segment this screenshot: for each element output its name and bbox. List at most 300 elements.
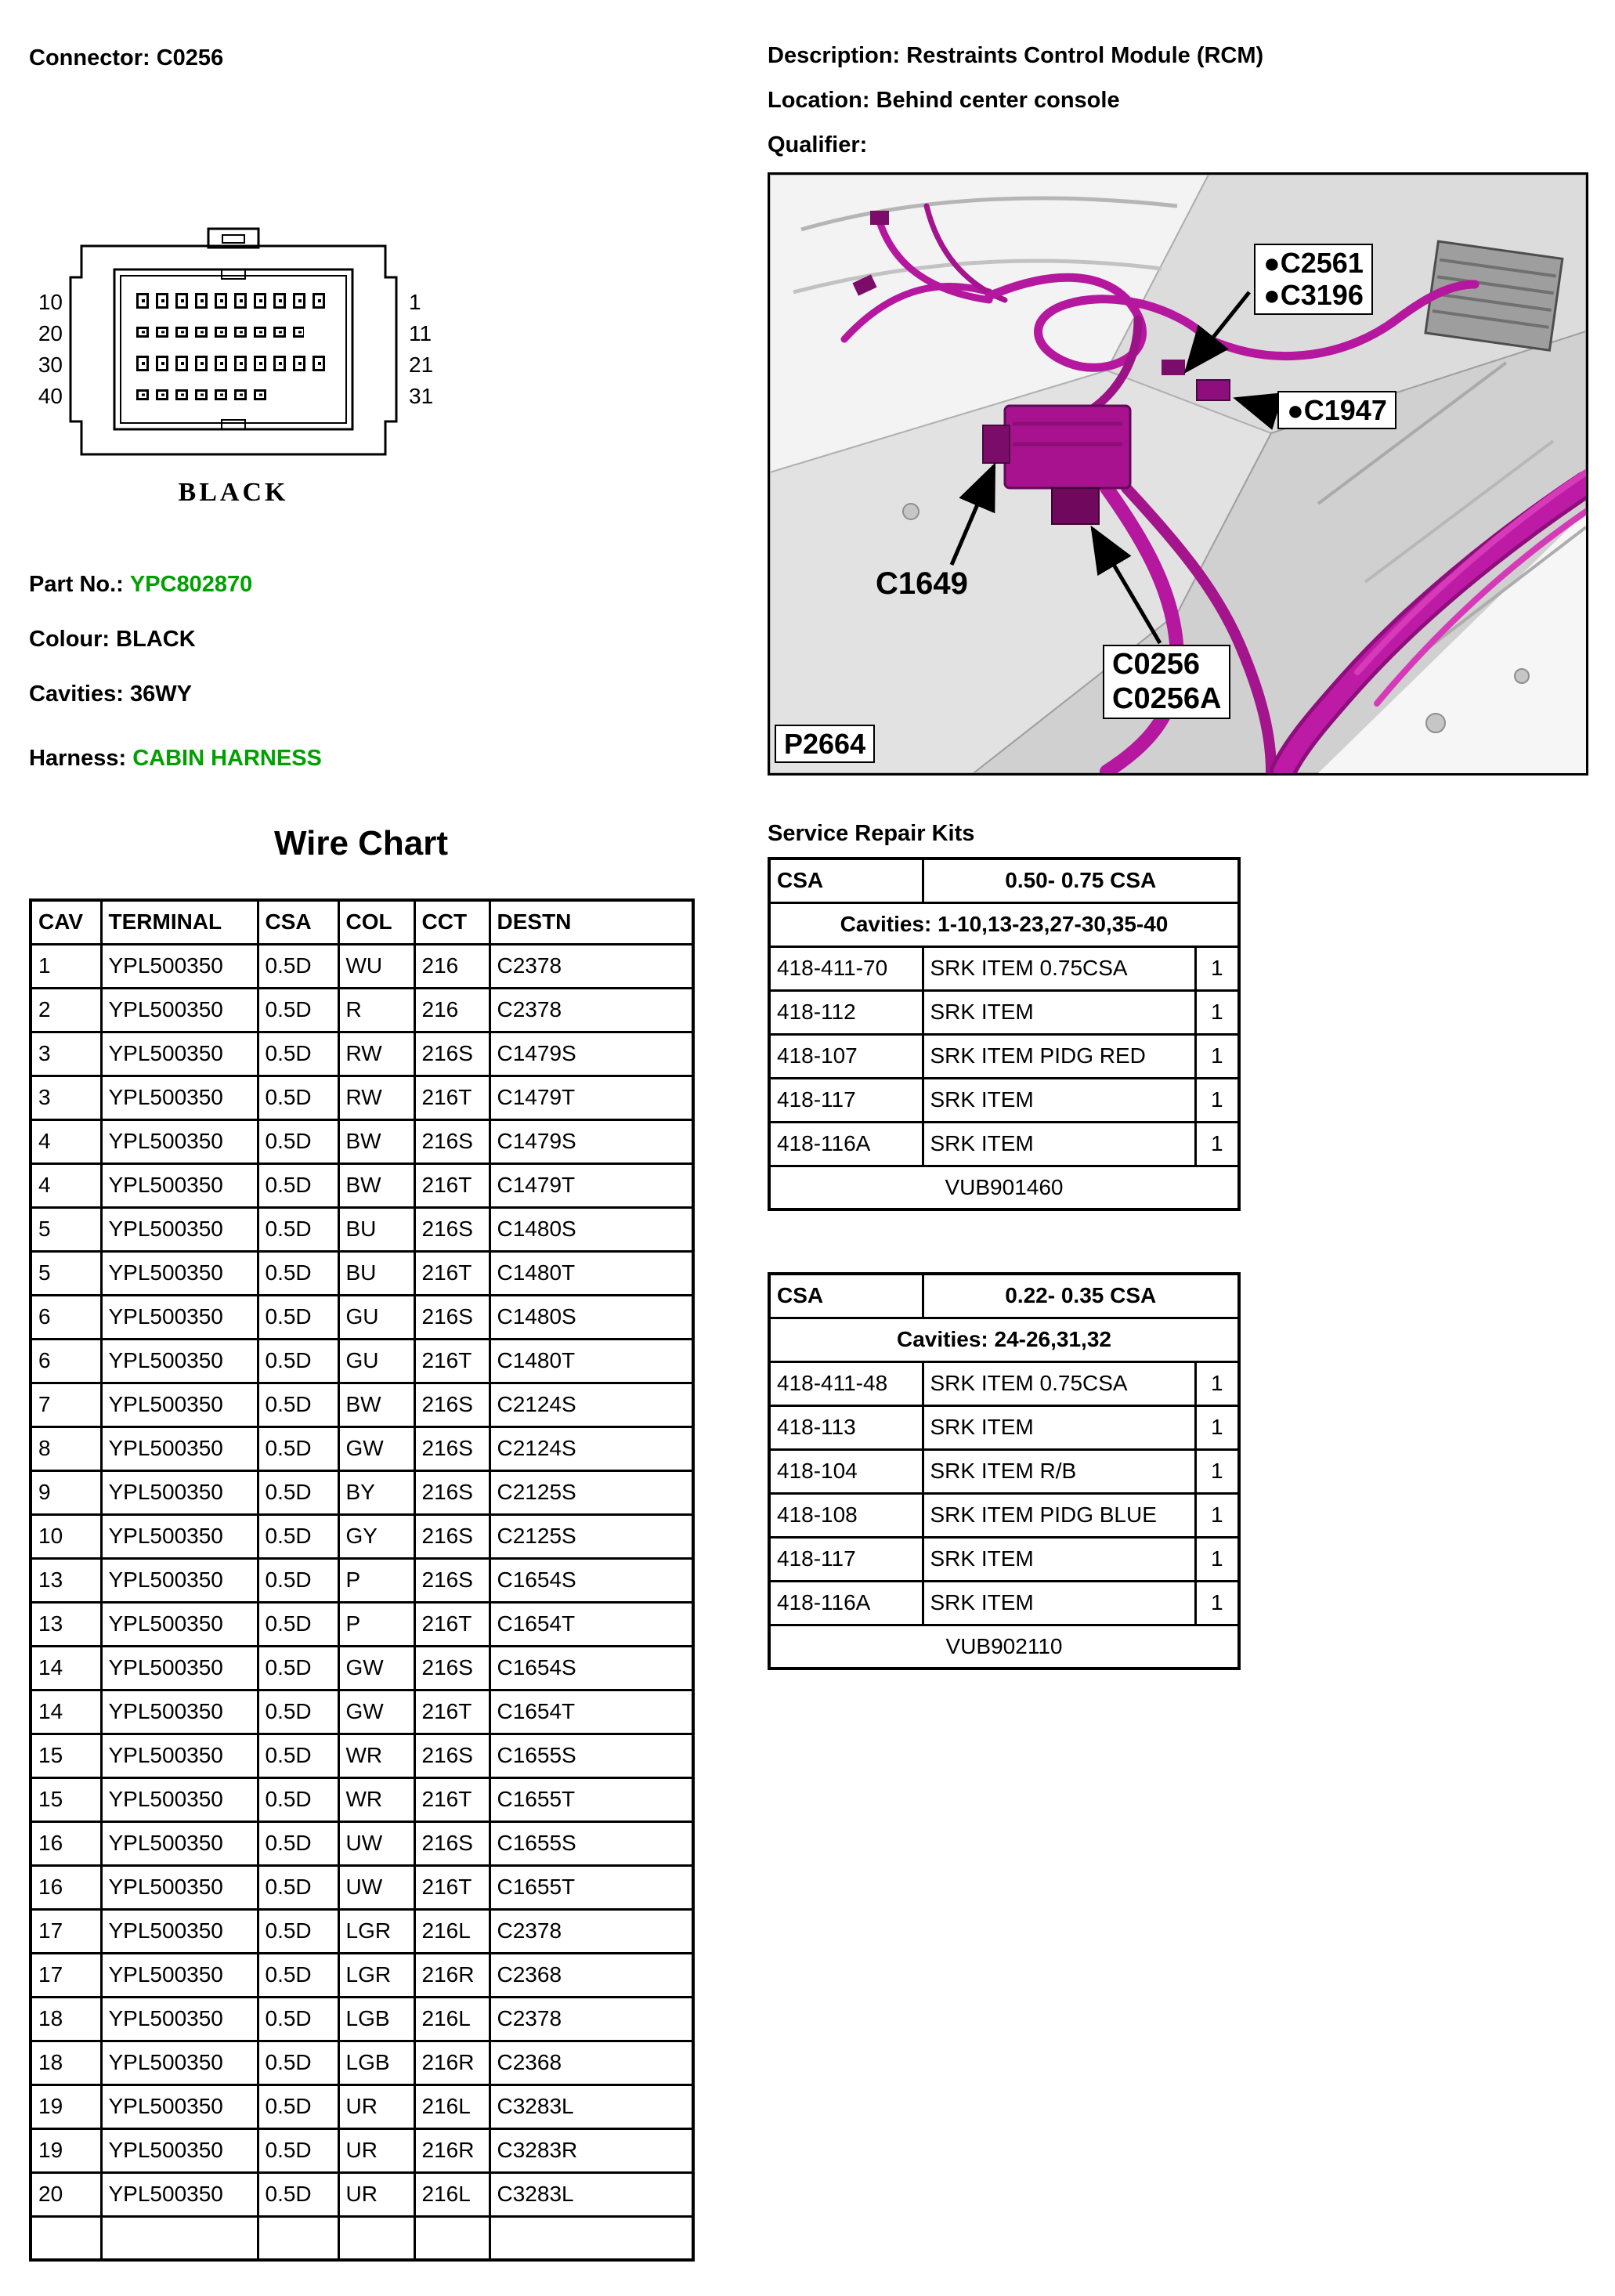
wire-chart-cell: UW (338, 1865, 414, 1909)
harness-location-photo (768, 172, 1588, 776)
wire-chart-cell: 216T (414, 1251, 490, 1295)
wire-chart-cell: 15 (31, 1734, 101, 1777)
wire-chart-cell: YPL500350 (101, 1602, 258, 1646)
wire-chart-cell (338, 2216, 414, 2260)
wire-chart-cell: UR (338, 2172, 414, 2216)
wire-chart-cell: YPL500350 (101, 1119, 258, 1163)
wire-chart-cell: BU (338, 1207, 414, 1251)
part-no-label: Part No.: (29, 572, 124, 597)
wire-chart-cell: C1655T (490, 1777, 693, 1821)
srk1-kit-code: VUB901460 (769, 1166, 1239, 1209)
wire-chart-cell: 216S (414, 1032, 490, 1076)
wire-chart-cell: C1654T (490, 1602, 693, 1646)
srk-item-cell: 1 (1195, 1537, 1239, 1581)
wire-chart-cell: YPL500350 (101, 1646, 258, 1690)
srk-item-cell: 1 (1195, 946, 1239, 990)
wire-chart-cell: GU (338, 1339, 414, 1383)
srk-item-cell: 418-411-70 (769, 946, 923, 990)
wire-chart-cell: 216T (414, 1865, 490, 1909)
bullet-icon: ● (1263, 247, 1281, 279)
srk-item-row (769, 946, 1239, 990)
wire-chart-cell: 17 (31, 1909, 101, 1953)
col-header-cav: CAV (31, 900, 101, 944)
wire-chart-cell: C1655S (490, 1821, 693, 1865)
wire-chart-cell: 0.5D (258, 2172, 338, 2216)
service-repair-kit-table-2 (768, 1272, 1237, 1670)
wire-chart-cell: 216S (414, 1426, 490, 1470)
wire-chart-cell: 216S (414, 1514, 490, 1558)
wire-chart-cell: 216T (414, 1076, 490, 1119)
wire-chart-cell: YPL500350 (101, 1295, 258, 1339)
wire-chart-cell: YPL500350 (101, 1558, 258, 1602)
wire-chart-cell: 10 (31, 1514, 101, 1558)
wire-chart-row (31, 1821, 693, 1865)
wire-chart-cell: C2125S (490, 1470, 693, 1514)
wire-chart-header-row (31, 900, 693, 944)
wire-chart-cell: C1480S (490, 1207, 693, 1251)
wire-chart-cell: 216T (414, 1163, 490, 1207)
wire-chart-row (31, 2128, 693, 2172)
wire-chart-cell: 13 (31, 1602, 101, 1646)
wire-chart-cell: GW (338, 1646, 414, 1690)
wire-chart-cell: BW (338, 1383, 414, 1426)
wire-chart-cell: 8 (31, 1426, 101, 1470)
wire-chart-cell: 0.5D (258, 1690, 338, 1734)
wire-chart-cell (414, 2216, 490, 2260)
wire-chart-cell: 0.5D (258, 2041, 338, 2084)
wire-chart-cell: YPL500350 (101, 1426, 258, 1470)
srk-item-cell: 418-117 (769, 1537, 923, 1581)
wire-chart-cell: 17 (31, 1953, 101, 1997)
wire-chart-row (31, 1997, 693, 2041)
wire-chart-cell: 0.5D (258, 2128, 338, 2172)
wire-chart-cell: YPL500350 (101, 1470, 258, 1514)
srk-item-cell: 418-116A (769, 1581, 923, 1625)
srk-item-cell: SRK ITEM PIDG BLUE (923, 1493, 1195, 1537)
srk2-body (769, 1361, 1239, 1625)
wire-chart-cell: C3283L (490, 2172, 693, 2216)
wire-chart-cell: P (338, 1558, 414, 1602)
connector-title (29, 45, 223, 71)
wire-chart-cell: WU (338, 944, 414, 988)
wire-chart-cell: YPL500350 (101, 2172, 258, 2216)
wire-chart-row (31, 1076, 693, 1119)
srk2-kit-code-row (769, 1625, 1239, 1669)
wire-chart-cell: C1479S (490, 1119, 693, 1163)
wire-chart-cell: BY (338, 1470, 414, 1514)
srk-item-cell: SRK ITEM 0.75CSA (923, 946, 1195, 990)
wire-chart-cell: LGR (338, 1953, 414, 1997)
callout-c0256 (1103, 645, 1230, 719)
wire-chart-row (31, 1514, 693, 1558)
wire-chart-cell: C1655S (490, 1734, 693, 1777)
wire-chart-cell: LGB (338, 1997, 414, 2041)
srk-item-cell: SRK ITEM (923, 1078, 1195, 1122)
wire-chart-row (31, 1734, 693, 1777)
wire-chart-row (31, 2084, 693, 2128)
srk2-csa-range: 0.22- 0.35 CSA (923, 1274, 1239, 1318)
wire-chart-cell: 0.5D (258, 1076, 338, 1119)
wire-chart-row (31, 1119, 693, 1163)
wire-chart-row (31, 1909, 693, 1953)
wire-chart-row (31, 1339, 693, 1383)
label-c0256: C0256 (1112, 648, 1200, 681)
srk-item-cell: 418-411-48 (769, 1361, 923, 1405)
wire-chart-cell: BW (338, 1163, 414, 1207)
pin-label-20: 20 (38, 321, 63, 345)
colour-value: BLACK (116, 627, 196, 652)
wire-chart-cell: 0.5D (258, 1163, 338, 1207)
part-no-value: YPC802870 (129, 572, 253, 597)
wire-chart-cell: 0.5D (258, 1295, 338, 1339)
wire-chart-cell: 18 (31, 1997, 101, 2041)
col-header-destn: DESTN (490, 900, 693, 944)
srk-item-cell: SRK ITEM (923, 1122, 1195, 1166)
wire-chart-cell: LGB (338, 2041, 414, 2084)
wire-chart-cell: YPL500350 (101, 1734, 258, 1777)
srk-item-cell: SRK ITEM R/B (923, 1449, 1195, 1493)
pin-label-21: 21 (409, 353, 434, 377)
wire-chart-cell: 216S (414, 1558, 490, 1602)
srk-item-cell: 418-113 (769, 1405, 923, 1449)
wire-chart-cell: YPL500350 (101, 1777, 258, 1821)
wire-chart-cell: 3 (31, 1076, 101, 1119)
wire-chart-cell: C3283R (490, 2128, 693, 2172)
wire-chart-row (31, 1690, 693, 1734)
wire-chart-cell: 216S (414, 1207, 490, 1251)
srk-item-cell: 1 (1195, 1122, 1239, 1166)
wire-chart-cell: C1479S (490, 1032, 693, 1076)
wire-chart-row (31, 1646, 693, 1690)
wire-chart-cell: C1655T (490, 1865, 693, 1909)
wire-chart-cell: YPL500350 (101, 1997, 258, 2041)
wire-chart-cell: 5 (31, 1207, 101, 1251)
qualifier-line (768, 132, 867, 158)
wire-chart-cell: 0.5D (258, 1865, 338, 1909)
wire-chart-cell: UR (338, 2084, 414, 2128)
wire-chart-cell (31, 2216, 101, 2260)
figure-id-p2664: P2664 (775, 725, 875, 763)
srk-item-cell: 418-117 (769, 1078, 923, 1122)
wire-chart-cell: 4 (31, 1163, 101, 1207)
wire-chart-cell: 15 (31, 1777, 101, 1821)
srk-item-cell: 1 (1195, 1493, 1239, 1537)
cavities-line (29, 682, 192, 707)
connector-color-caption: BLACK (178, 478, 289, 507)
wire-chart-cell: 5 (31, 1251, 101, 1295)
wire-chart-cell: 216R (414, 1953, 490, 1997)
srk-item-row (769, 990, 1239, 1034)
colour-line (29, 627, 196, 653)
srk-item-row (769, 1493, 1239, 1537)
col-header-csa: CSA (258, 900, 338, 944)
col-header-cct: CCT (414, 900, 490, 944)
wire-chart-cell: 16 (31, 1821, 101, 1865)
connector-label: Connector: (29, 45, 150, 71)
wire-chart-cell: YPL500350 (101, 1207, 258, 1251)
srk-item-cell: 418-116A (769, 1122, 923, 1166)
wire-chart-row (31, 1032, 693, 1076)
pin-label-40: 40 (38, 384, 63, 408)
srk-item-row (769, 1078, 1239, 1122)
wire-chart-cell: YPL500350 (101, 2128, 258, 2172)
wire-chart-cell: GY (338, 1514, 414, 1558)
description-line (768, 43, 1263, 69)
srk-item-cell: SRK ITEM (923, 1405, 1195, 1449)
wire-chart-cell: WR (338, 1734, 414, 1777)
callout-c2561-c3196 (1254, 244, 1373, 315)
cavities-label: Cavities: (29, 682, 124, 707)
location-line (768, 88, 1120, 114)
wire-chart-cell: C2378 (490, 988, 693, 1032)
srk-item-row (769, 1449, 1239, 1493)
srk-item-cell: 418-108 (769, 1493, 923, 1537)
wire-chart-cell: 216L (414, 2172, 490, 2216)
wire-chart (29, 899, 695, 2262)
harness-line (29, 746, 322, 772)
pin-label-1: 1 (409, 290, 421, 314)
label-c0256a: C0256A (1112, 682, 1222, 715)
srk-item-cell: SRK ITEM (923, 990, 1195, 1034)
wire-chart-cell: GU (338, 1295, 414, 1339)
wire-chart-cell: 216 (414, 988, 490, 1032)
wire-chart-cell: 16 (31, 1865, 101, 1909)
wire-chart-cell: YPL500350 (101, 1514, 258, 1558)
wire-chart-cell: 216T (414, 1339, 490, 1383)
bullet-icon: ● (1263, 279, 1281, 312)
wire-chart-table (29, 899, 695, 2262)
wire-chart-cell: 0.5D (258, 1426, 338, 1470)
wire-chart-row (31, 2172, 693, 2216)
wire-chart-cell: 216S (414, 1734, 490, 1777)
wire-chart-cell (490, 2216, 693, 2260)
srk-item-row (769, 1122, 1239, 1166)
wire-chart-cell: 14 (31, 1646, 101, 1690)
wire-chart-cell: 216T (414, 1690, 490, 1734)
wire-chart-cell: 0.5D (258, 1558, 338, 1602)
wire-chart-cell: 4 (31, 1119, 101, 1163)
callout-line-c3196 (1263, 279, 1364, 311)
wire-chart-cell: 216S (414, 1821, 490, 1865)
wire-chart-cell: BU (338, 1251, 414, 1295)
wire-chart-cell: 216S (414, 1119, 490, 1163)
pin-label-30: 30 (38, 353, 63, 377)
wire-chart-cell: 0.5D (258, 1339, 338, 1383)
wire-chart-cell: C1654S (490, 1646, 693, 1690)
srk-item-cell: 418-107 (769, 1034, 923, 1078)
srk-item-cell: SRK ITEM (923, 1537, 1195, 1581)
wire-chart-cell: 9 (31, 1470, 101, 1514)
wire-chart-row (31, 1207, 693, 1251)
qualifier-label: Qualifier: (768, 132, 868, 157)
wire-chart-cell: C1479T (490, 1163, 693, 1207)
srk1-csa-label: CSA (769, 859, 923, 902)
wire-chart-cell: GW (338, 1426, 414, 1470)
wire-chart-cell: 0.5D (258, 1514, 338, 1558)
wire-chart-cell: 6 (31, 1295, 101, 1339)
wire-chart-cell: 0.5D (258, 1909, 338, 1953)
wire-chart-cell: YPL500350 (101, 1163, 258, 1207)
label-c2561: C2561 (1280, 247, 1364, 279)
wire-chart-cell: 216L (414, 2084, 490, 2128)
harness-value: CABIN HARNESS (132, 746, 322, 771)
wire-chart-row (31, 1953, 693, 1997)
wire-chart-cell: 216T (414, 1777, 490, 1821)
wire-chart-cell: C2124S (490, 1383, 693, 1426)
col-header-col: COL (338, 900, 414, 944)
srk-item-cell: 1 (1195, 1405, 1239, 1449)
wire-chart-cell: 18 (31, 2041, 101, 2084)
srk1-csa-range: 0.50- 0.75 CSA (923, 859, 1239, 902)
wire-chart-cell: C3283L (490, 2084, 693, 2128)
cavities-value: 36WY (129, 682, 192, 707)
wire-chart-cell: YPL500350 (101, 1865, 258, 1909)
wire-chart-cell: C1654T (490, 1690, 693, 1734)
srk-item-cell: 418-104 (769, 1449, 923, 1493)
wire-chart-cell: RW (338, 1076, 414, 1119)
wire-chart-cell: P (338, 1602, 414, 1646)
wire-chart-cell: 216R (414, 2041, 490, 2084)
wire-chart-cell (101, 2216, 258, 2260)
location-value: Behind center console (876, 88, 1120, 113)
wire-chart-cell: 0.5D (258, 1207, 338, 1251)
srk-item-row (769, 1034, 1239, 1078)
wire-chart-cell: GW (338, 1690, 414, 1734)
srk-item-cell: 418-112 (769, 990, 923, 1034)
wire-chart-cell: YPL500350 (101, 1909, 258, 1953)
wire-chart-cell: RW (338, 1032, 414, 1076)
wire-chart-cell: YPL500350 (101, 1953, 258, 1997)
wire-chart-cell: 216S (414, 1383, 490, 1426)
wire-chart-cell: C2368 (490, 1953, 693, 1997)
srk2-kit-code: VUB902110 (769, 1625, 1239, 1669)
wire-chart-cell: 2 (31, 988, 101, 1032)
wire-chart-cell: 216L (414, 1909, 490, 1953)
srk-item-cell: 1 (1195, 1034, 1239, 1078)
service-repair-kits-title: Service Repair Kits (768, 821, 975, 846)
wire-chart-cell: YPL500350 (101, 1690, 258, 1734)
srk1-cavities: Cavities: 1-10,13-23,27-30,35-40 (769, 902, 1239, 946)
wire-chart-cell: 0.5D (258, 1383, 338, 1426)
wire-chart-cell: 216S (414, 1470, 490, 1514)
wire-chart-row (31, 1470, 693, 1514)
srk-item-row (769, 1581, 1239, 1625)
srk-item-row (769, 1361, 1239, 1405)
wire-chart-cell: C2124S (490, 1426, 693, 1470)
callout-c1649: C1649 (876, 566, 968, 601)
wire-chart-row (31, 1295, 693, 1339)
wire-chart-cell: 13 (31, 1558, 101, 1602)
wire-chart-cell: 0.5D (258, 988, 338, 1032)
srk-item-row (769, 1537, 1239, 1581)
wire-chart-cell: 0.5D (258, 944, 338, 988)
srk-table-2 (768, 1272, 1241, 1670)
wire-chart-row (31, 1558, 693, 1602)
wire-chart-row (31, 1602, 693, 1646)
wire-chart-cell (258, 2216, 338, 2260)
wire-chart-cell: C2378 (490, 944, 693, 988)
wire-chart-cell: 0.5D (258, 1251, 338, 1295)
wire-chart-cell: 216R (414, 2128, 490, 2172)
wire-chart-cell: 216T (414, 1602, 490, 1646)
srk1-cavities-row (769, 902, 1239, 946)
pin-label-11: 11 (409, 321, 432, 345)
wire-chart-body (31, 944, 693, 2260)
wire-chart-cell: C1654S (490, 1558, 693, 1602)
srk1-kit-code-row (769, 1166, 1239, 1209)
wire-chart-cell: 0.5D (258, 1119, 338, 1163)
wire-chart-cell: YPL500350 (101, 944, 258, 988)
srk-item-cell: 1 (1195, 990, 1239, 1034)
wire-chart-cell: 0.5D (258, 1997, 338, 2041)
wire-chart-cell: R (338, 988, 414, 1032)
wire-chart-row (31, 988, 693, 1032)
srk2-csa-label: CSA (769, 1274, 923, 1318)
description-label: Description: (768, 43, 901, 68)
wire-chart-row (31, 1426, 693, 1470)
srk-item-cell: SRK ITEM PIDG RED (923, 1034, 1195, 1078)
srk-item-row (769, 1405, 1239, 1449)
wire-chart-cell: YPL500350 (101, 1821, 258, 1865)
service-repair-kit-table-1 (768, 857, 1237, 1211)
srk2-cavities: Cavities: 24-26,31,32 (769, 1318, 1239, 1361)
wire-chart-cell: 216S (414, 1295, 490, 1339)
wire-chart-row (31, 1383, 693, 1426)
wire-chart-cell: C1479T (490, 1076, 693, 1119)
colour-label: Colour: (29, 627, 110, 652)
wire-chart-cell: 0.5D (258, 1470, 338, 1514)
location-label: Location: (768, 88, 870, 113)
pin-label-31: 31 (409, 384, 434, 408)
wire-chart-cell: YPL500350 (101, 988, 258, 1032)
bullet-icon: ● (1287, 394, 1304, 426)
wire-chart-cell: 1 (31, 944, 101, 988)
harness-label: Harness: (29, 746, 127, 771)
wire-chart-cell: C1480S (490, 1295, 693, 1339)
label-c3196: C3196 (1280, 279, 1364, 312)
srk-item-cell: 1 (1195, 1449, 1239, 1493)
wire-chart-row (31, 944, 693, 988)
wire-chart-cell: 19 (31, 2128, 101, 2172)
wire-chart-cell: YPL500350 (101, 1032, 258, 1076)
srk-item-cell: 1 (1195, 1078, 1239, 1122)
wire-chart-cell: 19 (31, 2084, 101, 2128)
wire-chart-cell: 0.5D (258, 1734, 338, 1777)
wire-chart-cell: 0.5D (258, 1953, 338, 1997)
wire-chart-cell: 20 (31, 2172, 101, 2216)
wire-chart-cell: 216S (414, 1646, 490, 1690)
connector-figure (23, 226, 470, 523)
wire-chart-cell: 0.5D (258, 1777, 338, 1821)
callout-line-c2561 (1263, 247, 1364, 279)
srk1-body (769, 946, 1239, 1166)
col-header-terminal: TERMINAL (101, 900, 258, 944)
label-c1947: C1947 (1303, 394, 1387, 426)
wire-chart-row (31, 1777, 693, 1821)
wire-chart-cell: C2125S (490, 1514, 693, 1558)
wire-chart-row (31, 1163, 693, 1207)
wire-chart-cell: C2368 (490, 2041, 693, 2084)
srk-table-1 (768, 857, 1241, 1211)
wire-chart-row (31, 2216, 693, 2260)
srk-item-cell: SRK ITEM 0.75CSA (923, 1361, 1195, 1405)
srk2-cavities-row (769, 1318, 1239, 1361)
wire-chart-cell: YPL500350 (101, 1076, 258, 1119)
part-no-line (29, 572, 252, 598)
wire-chart-row (31, 1865, 693, 1909)
wire-chart-cell: 216 (414, 944, 490, 988)
description-value: Restraints Control Module (RCM) (906, 43, 1264, 68)
